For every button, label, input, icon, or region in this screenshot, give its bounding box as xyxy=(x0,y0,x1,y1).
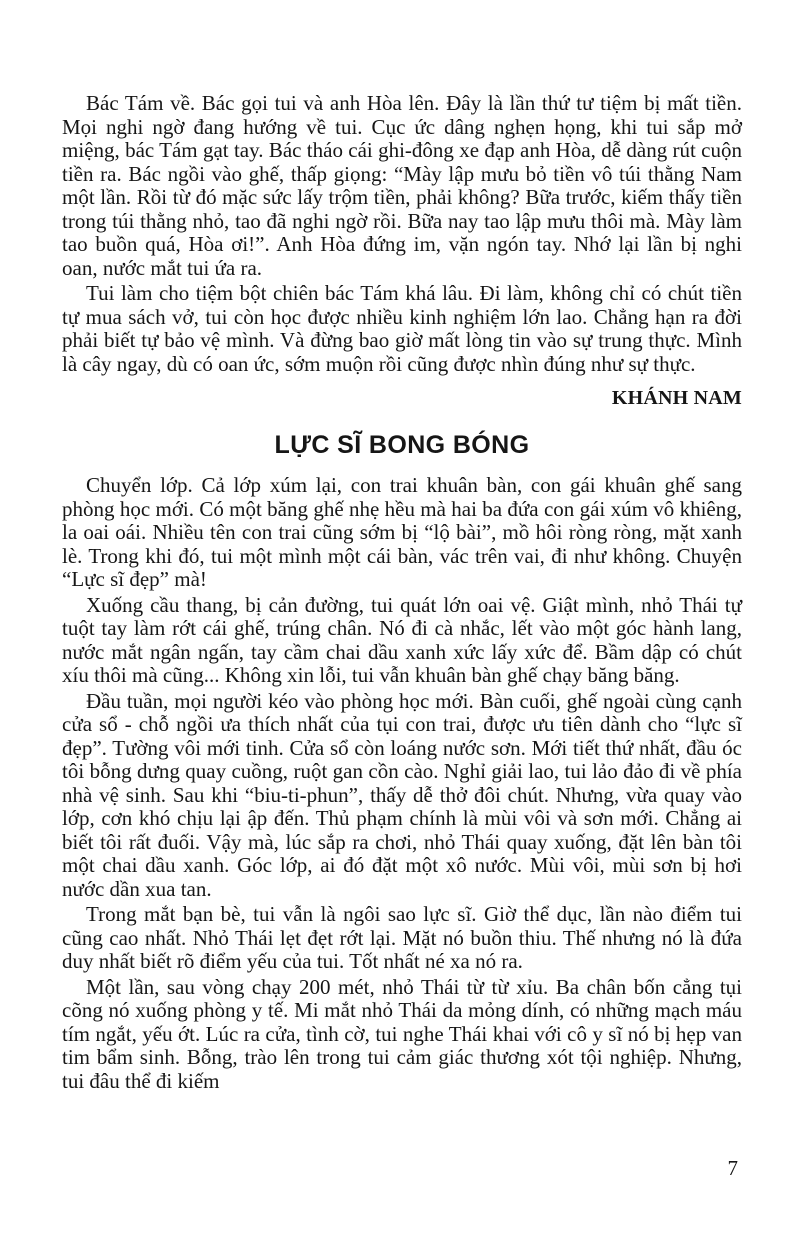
paragraph: Trong mắt bạn bè, tui vẫn là ngôi sao lực sĩ. Giờ thể dục, lần nào điểm tui cũng cao nhất. Nhỏ Thái lẹt đẹt rớt lại. Mặt nó buồn thiu. Thế nhưng nó là đứa duy nhất biết rõ điểm yếu của tui. Tốt nhất né xa nó ra. xyxy=(62,902,742,973)
story xyxy=(62,430,742,1093)
paragraph: Một lần, sau vòng chạy 200 mét, nhỏ Thái từ từ xỉu. Ba chân bốn cẳng tụi cõng nó xuống phòng y tế. Mi mắt nhỏ Thái da mỏng dính, có những mạch máu tím ngắt, yếu ớt. Lúc ra cửa, tình cờ, tui nghe Thái khai với cô y sĩ nó bị hẹp van tim bẩm sinh. Bỗng, trào lên trong tui cảm giác thương xót tội nghiệp. Nhưng, tui đâu thể đi kiếm xyxy=(62,974,742,1093)
paragraph: Bác Tám về. Bác gọi tui và anh Hòa lên. Đây là lần thứ tư tiệm bị mất tiền. Mọi nghi ngờ đang hướng về tui. Cục ức dâng nghẹn họng, khi tui sắp mở miệng, bác Tám gạt tay. Bác tháo cái ghi-đông xe đạp anh Hòa, dễ dàng rút cuộn tiền ra. Bác ngồi vào ghế, thấp giọng: “Mày lập mưu bỏ tiền vô túi thằng Nam một lần. Rồi từ đó mặc sức lấy trộm tiền, phải không? Bữa trước, kiếm thấy tiền trong túi thằng nhỏ, tao đã nghi ngờ rồi. Bữa nay tao lập mưu thôi mà. Mày làm tao buồn quá, Hòa ơi!”. Anh Hòa đứng im, vặn ngón tay. Nhớ lại lần bị nghi oan, nước mắt tui ứa ra. xyxy=(62,91,742,280)
paragraph: Chuyển lớp. Cả lớp xúm lại, con trai khuân bàn, con gái khuân ghế sang phòng học mới. Có một băng ghế nhẹ hều mà hai ba đứa con gái xúm vô khiêng, la oai oái. Nhiều tên con trai cũng sớm bị “lộ bài”, mồ hôi ròng ròng, mặt xanh lè. Trong khi đó, tui một mình một cái bàn, vác trên vai, đi như không. Chuyện “Lực sĩ đẹp” mà! xyxy=(62,473,742,591)
author-byline: KHÁNH NAM xyxy=(611,387,742,409)
page-body xyxy=(62,92,742,1095)
paragraph: Đầu tuần, mọi người kéo vào phòng học mới. Bàn cuối, ghế ngoài cùng cạnh cửa sổ - chỗ ngồi ưa thích nhất của tụi con trai, được ưu tiên dành cho “lực sĩ đẹp”. Tường vôi mới tinh. Cửa sổ còn loáng nước sơn. Mới tiết thứ nhất, đầu óc tôi bỗng dưng quay cuồng, ruột gan cồn cào. Nghỉ giải lao, tui lảo đảo đi về phía nhà vệ sinh. Sau khi “biu-ti-phun”, thấy dễ thở đôi chút. Nhưng, vừa quay vào lớp, cơn khó chịu lại ập đến. Thủ phạm chính là mùi vôi và sơn mới. Chẳng ai biết tôi rất đuối. Vậy mà, lúc sắp ra chơi, nhỏ Thái quay xuống, đặt lên bàn tôi một chai dầu xanh. Góc lớp, ai đó đặt một xô nước. Mùi vôi, mùi sơn bị hơi nước dần xua tan. xyxy=(62,688,742,901)
previous-story-ending xyxy=(62,92,742,410)
story-title: LỰC SĨ BONG BÓNG xyxy=(274,431,530,459)
paragraph: Tui làm cho tiệm bột chiên bác Tám khá lâu. Đi làm, không chỉ có chút tiền tự mua sách vở, tui còn học được nhiều kinh nghiệm lớn lao. Chẳng hạn ra đời phải biết tự bảo vệ mình. Và đừng bao giờ mất lòng tin vào sự trung thực. Mình là cây ngay, dù có oan ức, sớm muộn rồi cũng được nhìn đúng như sự thực. xyxy=(62,281,742,376)
paragraph: Xuống cầu thang, bị cản đường, tui quát lớn oai vệ. Giật mình, nhỏ Thái tự tuột tay làm rớt cái ghế, trúng chân. Nó đi cà nhắc, lết vào một góc hành lang, nước mắt ngân ngấn, tay cầm chai dầu xanh xức lấy xức để. Bầm dập có chút xíu thôi mà cũng... Không xin lỗi, tui vẫn khuân bàn ghế chạy băng băng. xyxy=(62,592,742,687)
page-number: 7 xyxy=(727,1156,738,1180)
